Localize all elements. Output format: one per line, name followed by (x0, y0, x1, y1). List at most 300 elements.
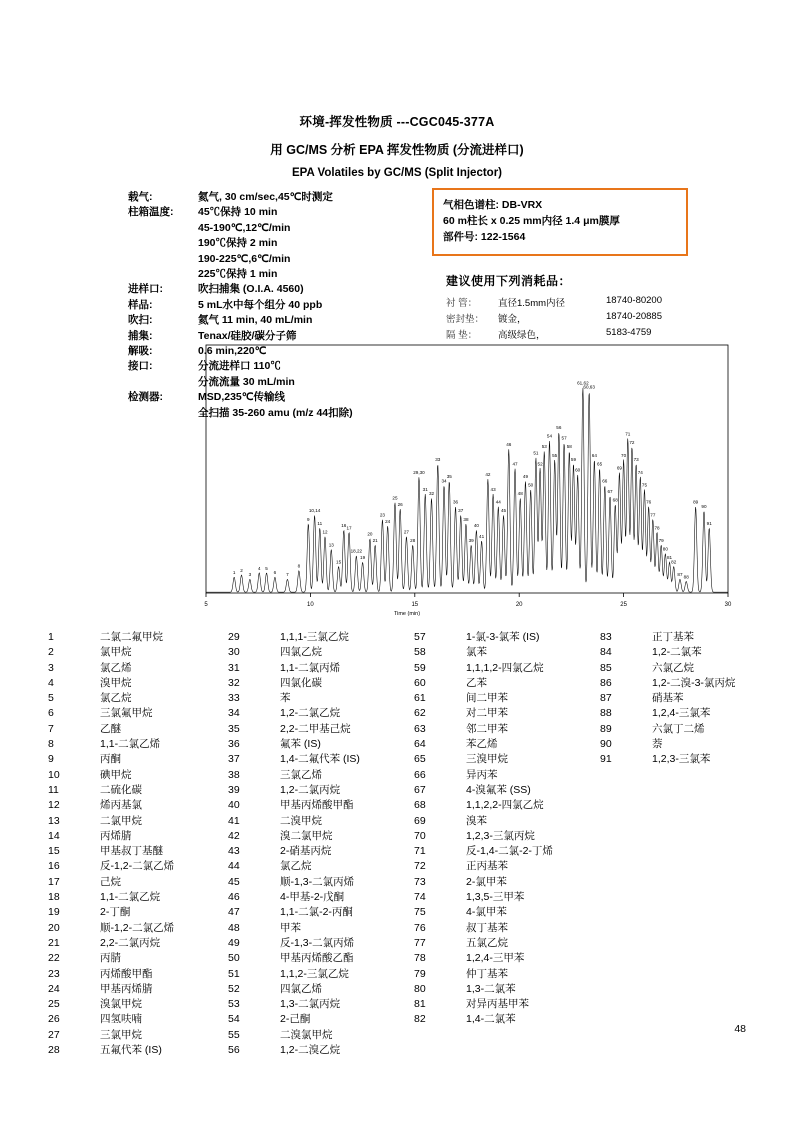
list-item (228, 737, 414, 752)
compound-number: 51 (228, 967, 240, 980)
compound-name: 1,1,2,2-四氯乙烷 (466, 799, 544, 812)
title-chinese-sub: 用 GC/MS 分析 EPA 挥发性物质 (分流进样口) (270, 143, 524, 157)
svg-text:Time (min): Time (min) (393, 611, 421, 617)
svg-text:80: 80 (662, 546, 668, 552)
compound-name: 1,1,1,2-四氯乙烷 (466, 661, 544, 674)
compound-name: 2-氯甲苯 (466, 875, 507, 888)
compound-number: 58 (414, 646, 426, 659)
compound-name: 三氯氟甲烷 (100, 707, 153, 720)
condition-label: 样品: (128, 298, 153, 311)
svg-text:60,63: 60,63 (583, 384, 595, 390)
compound-name: 1-氯-3-氯苯 (IS) (466, 631, 540, 643)
svg-text:48: 48 (517, 491, 523, 497)
list-item (48, 1028, 228, 1043)
compound-number: 40 (228, 799, 240, 812)
list-item (48, 676, 228, 691)
condition-label: 接口: (128, 360, 153, 373)
list-item (48, 768, 228, 783)
compound-number: 38 (228, 768, 240, 781)
list-item (228, 997, 414, 1012)
svg-text:65: 65 (597, 461, 603, 467)
compound-number: 83 (600, 631, 612, 643)
compound-name: 1,2-二溴-3-氯丙烷 (652, 676, 736, 689)
condition-label (128, 375, 198, 390)
compound-name: 乙醚 (100, 722, 121, 735)
compound-number: 2 (48, 646, 54, 659)
compound-number: 70 (414, 829, 426, 842)
compound-name: 萘 (652, 738, 663, 751)
condition-row (128, 298, 353, 313)
consumable-desc: 高级绿色， (498, 330, 546, 341)
list-item (48, 798, 228, 813)
title-chinese-main: 环境-挥发性物质 ---CGC045-377A (299, 115, 495, 129)
compound-number: 19 (48, 906, 60, 919)
compound-name: 氯乙烷 (280, 860, 312, 873)
list-item (600, 676, 748, 691)
compound-number: 30 (228, 646, 240, 659)
compound-name: 氟苯 (IS) (280, 738, 321, 751)
compound-name: 氯乙烯 (100, 661, 132, 674)
compound-name: 二氯甲烷 (100, 814, 142, 827)
compound-number: 41 (228, 814, 240, 827)
list-item (228, 936, 414, 951)
compound-name: 三溴甲烷 (466, 753, 508, 766)
list-item (228, 722, 414, 737)
compound-name: 4-氯甲苯 (466, 906, 507, 919)
list-item (48, 783, 228, 798)
compound-name: 1,2,4-三氯苯 (652, 707, 711, 720)
compound-name: 烯丙基氯 (100, 799, 142, 812)
compound-number: 45 (228, 875, 240, 888)
svg-text:55: 55 (552, 452, 558, 458)
compound-number: 67 (414, 783, 426, 796)
condition-row (128, 221, 353, 236)
condition-row (128, 252, 353, 267)
compound-name: 三氯乙烯 (280, 768, 322, 781)
compound-name: 顺-1,2-二氯乙烯 (100, 921, 175, 934)
condition-value: 分流进样口 110℃ (198, 360, 281, 373)
condition-label: 进样口: (128, 283, 163, 296)
svg-text:77: 77 (650, 512, 656, 518)
list-item (228, 875, 414, 890)
condition-row (128, 236, 353, 251)
condition-row (128, 205, 353, 220)
list-item (228, 829, 414, 844)
compound-number: 68 (414, 799, 426, 812)
list-item (228, 859, 414, 874)
compound-name: 苯乙烯 (466, 738, 498, 751)
svg-text:52: 52 (537, 461, 543, 467)
svg-text:91: 91 (706, 521, 712, 527)
list-item (600, 752, 748, 767)
compound-column-2 (228, 630, 414, 1058)
list-item (414, 783, 600, 798)
list-item (414, 737, 600, 752)
list-item (48, 706, 228, 721)
compound-number: 89 (600, 722, 612, 735)
page-title (0, 112, 794, 179)
list-item (414, 645, 600, 660)
compound-name: 1,1-二氯乙烷 (100, 891, 161, 904)
compound-number: 76 (414, 921, 426, 934)
compound-name: 1,3-二氯丙烷 (280, 998, 341, 1011)
list-item (48, 921, 228, 936)
column-part-number: 部件号: 122-1564 (443, 231, 526, 243)
svg-text:5: 5 (204, 602, 208, 608)
compound-name: 间二甲苯 (466, 692, 508, 705)
list-item (600, 737, 748, 752)
compound-name: 六氯乙烷 (652, 661, 694, 674)
list-item (48, 997, 228, 1012)
list-item (228, 630, 414, 645)
compound-number: 55 (228, 1028, 240, 1041)
compound-number: 73 (414, 875, 426, 888)
svg-text:13: 13 (328, 542, 334, 548)
svg-text:7: 7 (286, 572, 289, 578)
compound-number: 21 (48, 936, 60, 949)
condition-label: 解吸: (128, 345, 153, 358)
compound-name: 1,2,3-三氯丙烷 (466, 829, 535, 842)
compound-number: 31 (228, 661, 240, 674)
svg-text:16: 16 (341, 523, 347, 529)
compound-name: 五氯乙烷 (466, 936, 508, 949)
compound-number: 81 (414, 998, 426, 1011)
compound-name: 正丁基苯 (652, 631, 694, 643)
column-dimensions: 60 m柱长 x 0.25 mm内径 1.4 μm膜厚 (443, 215, 620, 227)
svg-text:1: 1 (232, 570, 236, 576)
compound-name: 1,1-二氯-2-丙酮 (280, 906, 353, 919)
compound-number: 5 (48, 692, 54, 705)
list-item (48, 814, 228, 829)
condition-value: 45-190℃,12℃/min (198, 221, 291, 234)
compound-name: 1,3-二氯苯 (466, 982, 516, 995)
consumable-part-number: 18740-80200 (606, 295, 662, 306)
consumable-desc: 直径1.5mm内径 (498, 298, 566, 309)
condition-label (128, 236, 198, 251)
table-row (446, 310, 662, 326)
compound-name: 四氯乙烷 (280, 646, 322, 659)
condition-value: 氦气, 30 cm/sec,45℃时测定 (198, 191, 333, 203)
compound-name: 甲基叔丁基醚 (100, 845, 163, 858)
svg-text:25: 25 (620, 602, 627, 608)
compound-name: 甲基丙烯酸乙酯 (280, 952, 354, 965)
list-item (414, 752, 600, 767)
list-item (414, 982, 600, 997)
compound-name: 1,2,4-三甲苯 (466, 952, 525, 965)
compound-name: 邻二甲苯 (466, 722, 508, 735)
compound-number: 71 (414, 845, 426, 858)
compound-number: 43 (228, 845, 240, 858)
compound-number: 64 (414, 738, 426, 751)
list-item (228, 1012, 414, 1027)
list-item (48, 829, 228, 844)
svg-text:39: 39 (468, 538, 474, 544)
compound-number: 69 (414, 814, 426, 827)
compound-name: 顺-1,3-二氯丙烯 (280, 875, 355, 888)
compound-name: 二溴氯甲烷 (280, 1028, 333, 1041)
list-item (414, 875, 600, 890)
compound-name: 二溴甲烷 (280, 814, 322, 827)
list-item (228, 1043, 414, 1058)
compound-name: 反-1,3-二氯丙烯 (280, 936, 355, 949)
compound-number: 1 (48, 631, 54, 643)
condition-label: 捕集: (128, 329, 153, 342)
compound-name: 4-溴氟苯 (SS) (466, 783, 531, 796)
svg-text:46: 46 (506, 442, 512, 448)
compound-name: 反-1,2-二氯乙烯 (100, 860, 175, 873)
compound-number: 47 (228, 906, 240, 919)
compound-number: 15 (48, 845, 60, 858)
list-item (228, 798, 414, 813)
svg-text:15: 15 (336, 559, 342, 565)
condition-value: 氦气 11 min, 40 mL/min (198, 314, 313, 327)
list-item (228, 783, 414, 798)
compound-name: 2-丁酮 (100, 906, 131, 919)
compound-name: 叔丁基苯 (466, 921, 508, 934)
compound-name: 六氯丁二烯 (652, 722, 705, 735)
list-item (48, 1043, 228, 1058)
list-item (414, 829, 600, 844)
compound-number: 82 (414, 1013, 426, 1026)
compound-column-1 (48, 630, 228, 1058)
compound-number: 61 (414, 692, 426, 705)
compound-number: 62 (414, 707, 426, 720)
compound-name: 苯 (280, 692, 291, 705)
svg-text:76: 76 (646, 499, 652, 505)
condition-row (128, 267, 353, 282)
svg-text:26: 26 (397, 501, 403, 507)
compound-number: 80 (414, 982, 426, 995)
compound-number: 85 (600, 661, 612, 674)
list-item (228, 706, 414, 721)
compound-number: 57 (414, 631, 426, 643)
list-item (228, 921, 414, 936)
list-item (228, 1028, 414, 1043)
compound-name: 溴苯 (466, 814, 487, 827)
consumable-type: 密封垫： (446, 314, 485, 325)
compound-number: 72 (414, 860, 426, 873)
compound-name: 2,2-二甲基己烷 (280, 722, 351, 735)
compound-name: 对异丙基甲苯 (466, 998, 529, 1011)
svg-text:12: 12 (322, 529, 328, 535)
compound-name: 硝基苯 (652, 692, 684, 705)
list-item (48, 844, 228, 859)
compound-name: 四氢呋喃 (100, 1013, 142, 1026)
svg-text:10: 10 (307, 602, 314, 608)
compound-name: 1,2,3-三氯苯 (652, 753, 711, 766)
compound-number: 35 (228, 722, 240, 735)
compound-name: 四氯化碳 (280, 676, 322, 689)
svg-text:87: 87 (677, 572, 683, 578)
condition-value: 45℃保持 10 min (198, 206, 278, 219)
svg-text:21: 21 (372, 538, 378, 544)
svg-text:15: 15 (411, 602, 419, 608)
compound-list (48, 630, 748, 1058)
list-item (48, 967, 228, 982)
svg-text:8: 8 (297, 563, 301, 569)
svg-text:89: 89 (693, 499, 699, 505)
compound-number: 78 (414, 952, 426, 965)
condition-row (128, 190, 353, 205)
svg-text:53: 53 (541, 444, 547, 450)
svg-text:40: 40 (473, 523, 479, 529)
list-item (414, 706, 600, 721)
list-item (414, 1012, 600, 1027)
svg-text:31: 31 (422, 486, 428, 492)
compound-number: 32 (228, 676, 240, 689)
svg-text:34: 34 (441, 478, 447, 484)
compound-number: 24 (48, 982, 60, 995)
consumable-type: 隔 垫： (446, 330, 478, 341)
svg-text:79: 79 (658, 538, 664, 544)
compound-number: 8 (48, 738, 54, 751)
compound-number: 3 (48, 661, 54, 674)
compound-number: 84 (600, 646, 612, 659)
svg-text:36: 36 (452, 499, 459, 505)
compound-number: 7 (48, 722, 54, 735)
list-item (414, 859, 600, 874)
condition-label: 柱箱温度: (128, 206, 174, 219)
compound-name: 甲基丙烯腈 (100, 982, 153, 995)
svg-text:61,62: 61,62 (577, 380, 589, 386)
list-item (228, 814, 414, 829)
compound-name: 溴二氯甲烷 (280, 829, 333, 842)
list-item (48, 752, 228, 767)
svg-text:67: 67 (607, 489, 613, 495)
compound-column-3 (414, 630, 600, 1058)
list-item (48, 905, 228, 920)
list-item (414, 844, 600, 859)
consumable-part-number: 5183-4759 (606, 327, 652, 338)
svg-text:33: 33 (435, 457, 441, 463)
column-name: 气相色谱柱: DB-VRX (443, 199, 543, 211)
condition-value: 190-225℃,6℃/min (198, 252, 291, 265)
list-item (414, 814, 600, 829)
svg-text:44: 44 (495, 499, 501, 505)
compound-name: 碘甲烷 (100, 768, 132, 781)
svg-text:78: 78 (654, 525, 660, 531)
compound-name: 1,4-二氯苯 (466, 1013, 516, 1026)
condition-label (128, 252, 198, 267)
list-item (414, 890, 600, 905)
column-info-box (432, 188, 688, 256)
svg-text:56: 56 (556, 425, 562, 431)
compound-name: 溴氯甲烷 (100, 998, 142, 1011)
consumables-section (446, 272, 696, 342)
compound-number: 23 (48, 967, 60, 980)
list-item (600, 706, 748, 721)
compound-number: 53 (228, 998, 240, 1011)
compound-number: 11 (48, 783, 59, 796)
condition-value: Tenax/硅胶/碳分子筛 (198, 329, 297, 342)
condition-label: 吹扫: (128, 314, 153, 327)
compound-name: 己烷 (100, 875, 121, 888)
compound-number: 54 (228, 1013, 240, 1026)
list-item (48, 661, 228, 676)
compound-name: 反-1,4-二氯-2-丁烯 (466, 845, 553, 858)
list-item (228, 752, 414, 767)
list-item (600, 661, 748, 676)
compound-name: 2-己酮 (280, 1013, 311, 1026)
compound-number: 20 (48, 921, 60, 934)
compound-number: 74 (414, 891, 426, 904)
compound-number: 44 (228, 860, 240, 873)
list-item (228, 890, 414, 905)
svg-text:73: 73 (633, 457, 639, 463)
compound-name: 2-硝基丙烷 (280, 845, 332, 858)
svg-text:2: 2 (240, 567, 243, 573)
compound-number: 29 (228, 631, 240, 643)
compound-name: 1,1,1-三氯乙烷 (280, 631, 349, 643)
list-item (228, 844, 414, 859)
svg-text:47: 47 (512, 461, 518, 467)
list-item (414, 905, 600, 920)
compound-name: 二氯二氟甲烷 (100, 631, 163, 643)
condition-label (128, 221, 198, 236)
compound-name: 五氟代苯 (IS) (100, 1044, 162, 1057)
compound-number: 39 (228, 783, 240, 796)
svg-text:59: 59 (570, 457, 577, 463)
compound-name: 1,1-二氯乙烯 (100, 738, 161, 751)
svg-text:43: 43 (490, 486, 496, 492)
list-item (48, 859, 228, 874)
compound-number: 63 (414, 722, 426, 735)
compound-number: 65 (414, 753, 426, 766)
compound-column-4 (600, 630, 748, 1058)
compound-number: 33 (228, 692, 240, 705)
compound-name: 1,2-二氯丙烷 (280, 783, 341, 796)
svg-text:6: 6 (273, 570, 277, 576)
list-item (414, 921, 600, 936)
svg-text:42: 42 (485, 471, 491, 477)
condition-label (128, 267, 198, 282)
compound-number: 50 (228, 952, 240, 965)
list-item (414, 997, 600, 1012)
compound-name: 正丙基苯 (466, 860, 508, 873)
list-item (414, 691, 600, 706)
compound-number: 48 (228, 921, 240, 934)
list-item (414, 676, 600, 691)
svg-text:69: 69 (616, 465, 622, 471)
compound-number: 16 (48, 860, 60, 873)
svg-text:20: 20 (515, 602, 523, 608)
svg-text:19: 19 (360, 555, 366, 561)
svg-text:23: 23 (379, 512, 385, 518)
list-item (600, 630, 748, 645)
compound-name: 1,4-二氟代苯 (IS) (280, 753, 360, 766)
list-item (600, 722, 748, 737)
compound-name: 2,2-二氯丙烷 (100, 936, 161, 949)
list-item (48, 737, 228, 752)
compound-number: 10 (48, 768, 60, 781)
list-item (48, 936, 228, 951)
condition-value: 190℃保持 2 min (198, 237, 278, 250)
svg-text:64: 64 (591, 452, 597, 458)
svg-text:60: 60 (575, 467, 581, 473)
svg-text:30: 30 (724, 602, 732, 608)
compound-number: 14 (48, 829, 60, 842)
svg-text:3: 3 (248, 572, 252, 578)
compound-name: 三氯甲烷 (100, 1028, 142, 1041)
svg-text:25: 25 (392, 495, 398, 501)
compound-number: 86 (600, 676, 612, 689)
compound-number: 49 (228, 936, 240, 949)
list-item (228, 691, 414, 706)
list-item (414, 967, 600, 982)
svg-text:54: 54 (546, 433, 553, 439)
consumable-type: 衬 管： (446, 298, 478, 309)
compound-number: 77 (414, 936, 426, 949)
